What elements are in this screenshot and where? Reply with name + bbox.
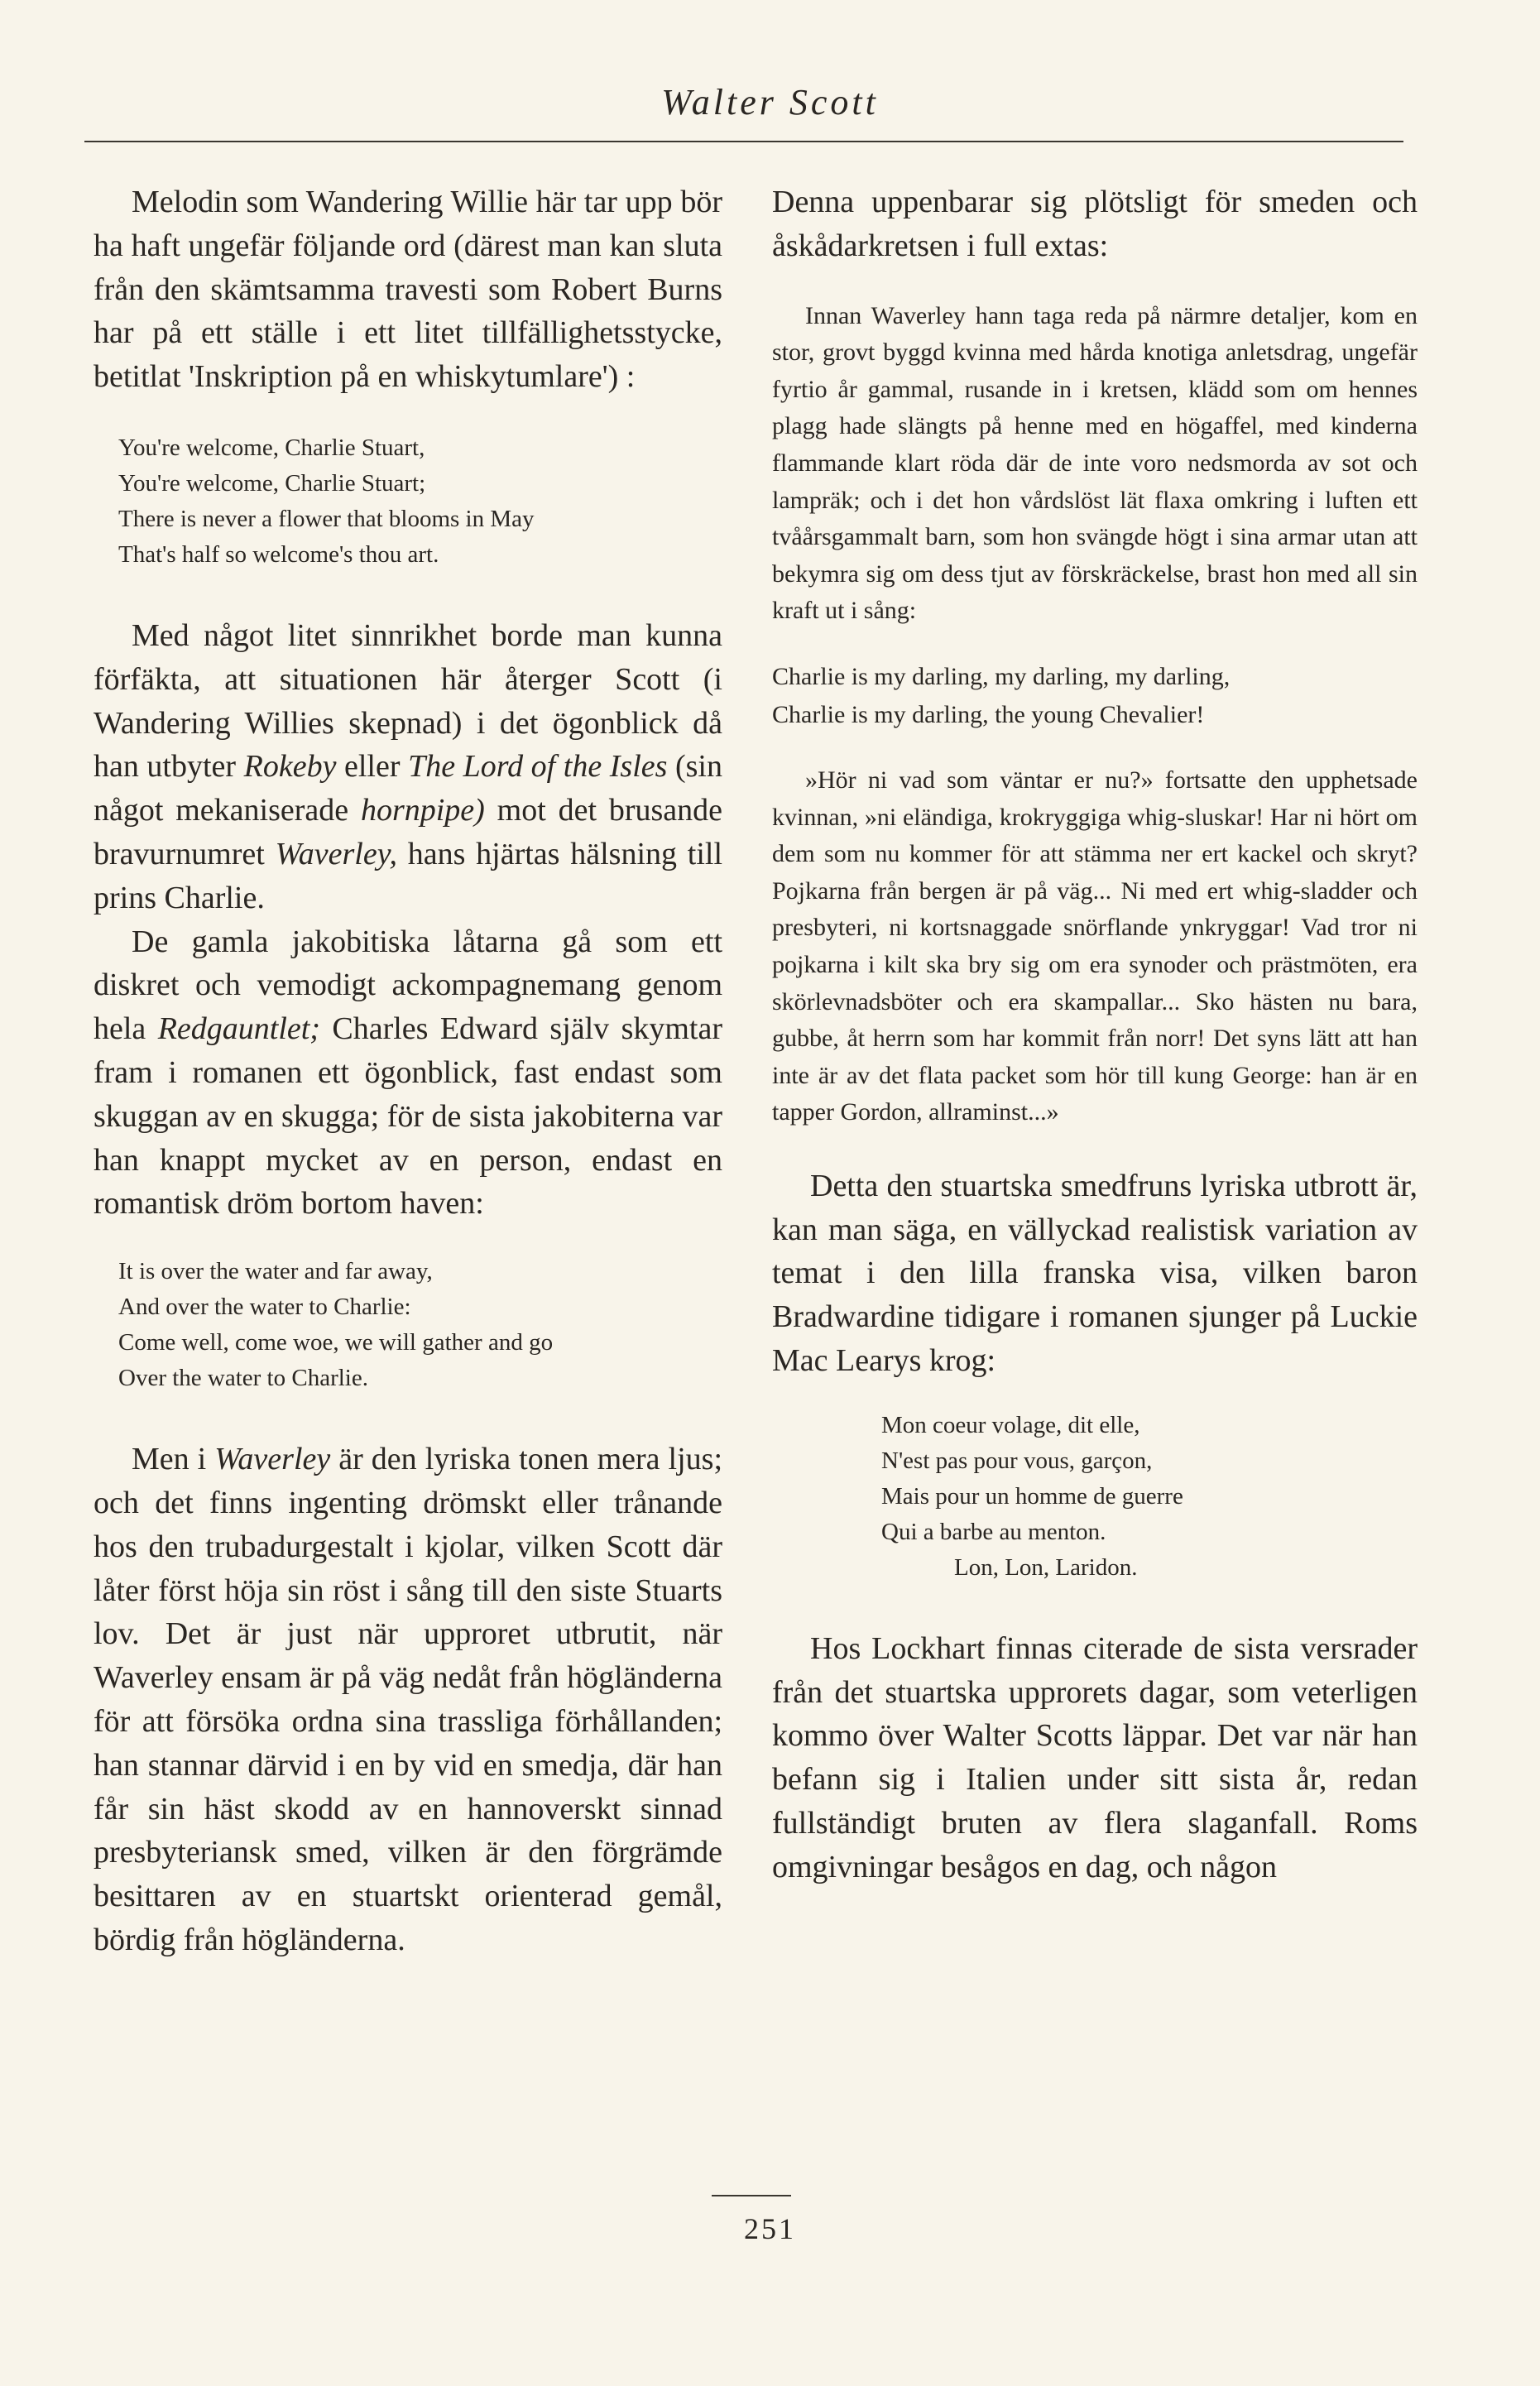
italic-term: hornpipe) (360, 793, 485, 828)
verse-line: Mon coeur volage, dit elle, (881, 1411, 1140, 1438)
running-title: Walter Scott (661, 82, 879, 122)
verse-line: And over the water to Charlie: (118, 1294, 411, 1321)
paragraph: Hos Lockhart finnas citerade de sista versrader från det stuartska upprorets dagar, som veterligen kommo över Walter Scotts läppar. Det var när han befann sig i Italien under sitt sista år, redan fullständigt bruten av flera slaganfall. Roms omgivningar besågos en dag, och någon (772, 1630, 1418, 1884)
verse-line: Mais pour un homme de guerre (881, 1482, 1183, 1510)
text-run: Men i (132, 1442, 215, 1477)
text-run: De gamla jakobitiska låtarna gå som ett diskret och vemodigt ackompagnemang genom hela (94, 924, 722, 1047)
text-run: Med något litet sinnrikhet borde man kunna förfäkta, att situationen här återger Scott (i Wandering Willies skepnad) i det ögonblick då han utbyter (94, 617, 722, 785)
verse-block (94, 430, 722, 573)
verse-line: You're welcome, Charlie Stuart; (118, 469, 426, 497)
paragraph: Melodin som Wandering Willie här tar upp bör ha haft ungefär följande ord (därest man kan sluta från den skämtsamma travesti som Robert Burns har på ett ställe i ett litet tillfällighetsstycke, betitlat 'Inskription på en whiskytumlare') : (94, 185, 722, 395)
verse-line: There is never a flower that blooms in May (118, 505, 535, 532)
italic-title: The Lord of the Isles (408, 749, 668, 785)
italic-title: Redgauntlet; (157, 1011, 320, 1047)
verse-line: It is over the water and far away, (118, 1258, 433, 1285)
text-run: är den lyriska tonen mera ljus; och det finns ingenting drömskt eller trånande hos den trubadurgestalt i kjolar, vilken Scott där låter först höja sin röst i sång till den siste Stuarts lov. Det är just när upproret utbrutit, när Waverley ensam är på väg nedåt från högländerna för att försöka ordna sina trassliga förhållanden; han stannar därvid i en by vid en smedja, där han får sin häst skodd av en hannoverskt sinnad presbyteriansk smed, vilken är den förgrämde besittaren av en stuartskt orienterad gemål, bördig från högländerna. (94, 1442, 723, 1957)
text-run: Charles Edward själv skymtar fram i romanen ett ögonblick, fast endast som skuggan av en skugga; för de sista jakobiterna var han knappt mycket av en person, endast en romantisk dröm bortom haven: (94, 1011, 722, 1222)
footer-rule (712, 2195, 791, 2196)
page-number: 251 (744, 2212, 796, 2245)
verse-line: Charlie is my darling, my darling, my darling, (772, 662, 1231, 690)
verse-line: Qui a barbe au menton. (881, 1518, 1106, 1545)
paragraph (94, 1438, 722, 1962)
verse-line: N'est pas pour vous, garçon, (881, 1447, 1153, 1474)
verse-line: You're welcome, Charlie Stuart, (118, 434, 425, 461)
header-rule (84, 141, 1403, 142)
paragraph (94, 614, 722, 920)
verse-block (772, 1408, 1418, 1586)
italic-title: Rokeby (243, 749, 337, 785)
text-run: mot det brusande bravurnumret (94, 793, 722, 871)
italic-title: Waverley, (275, 836, 397, 871)
verse-line: That's half so welcome's thou art. (118, 540, 439, 568)
verse-block (772, 658, 1418, 734)
verse-line: Come well, come woe, we will gather and go (118, 1329, 554, 1356)
verse-refrain: Lon, Lon, Laridon. (954, 1553, 1138, 1581)
block-quote: Innan Waverley hann taga reda på närmre detaljer, kom en stor, grovt byggd kvinna med hårda knotiga anletsdrag, ungefär fyrtio år gammal, rusande in i kretsen, klädd som om hennes plagg hade slängts på henne med en högaffel, med kinderna flammande klart röda där de inte voro nedsmorda av sot och lampräk; och i det hon vårdslöst lät flaxa omkring i luften ett tvåårsgammalt barn, som hon svängde högt i sina armar utan att bekymra sig om dess tjut av förskräckelse, brast hon med all sin kraft ut i sång: (772, 301, 1418, 625)
verse-line: Charlie is my darling, the young Chevalier! (772, 700, 1205, 728)
paragraph: Detta den stuartska smedfruns lyriska utbrott är, kan man säga, en vällyckad realistisk variation av temat i den lilla franska visa, vilken baron Bradwardine tidigare i romanen sjunger på Luckie Mac Learys krog: (772, 1168, 1418, 1379)
left-column (94, 180, 722, 1962)
verse-block (94, 1254, 722, 1396)
verse-line: Over the water to Charlie. (118, 1365, 368, 1392)
paragraph: Denna uppenbarar sig plötsligt för smeden och åskådarkretsen i full extas: (772, 185, 1418, 263)
text-run: eller (336, 749, 409, 785)
text-run: (sin något mekaniserade (94, 749, 722, 828)
text-run: hans hjärtas hälsning till prins Charlie. (94, 836, 723, 915)
italic-title: Waverley (214, 1442, 331, 1477)
block-quote: »Hör ni vad som väntar er nu?» fortsatte den upphetsade kvinnan, »ni eländiga, krokryggiga whig-sluskar! Har ni hört om dem som nu kommer för att stämma ner ert kackel och skryt? Pojkarna från bergen är på väg... Ni med ert whig-sladder och presbyteri, ni kortsnaggade snörflande ynkryggar! Vad tror ni pojkarna i kilt ska bry sig om era synoder och prästmöten, era skörlevnadsböter och era skampallar... Sko hästen nu bara, gubbe, åt herrn som har kommit från norr! Det syns lätt att han inte är av det flata packet som hör till kung George: han är en tapper Gordon, allraminst...» (772, 766, 1418, 1126)
paragraph (94, 920, 722, 1227)
right-column (772, 180, 1418, 1889)
